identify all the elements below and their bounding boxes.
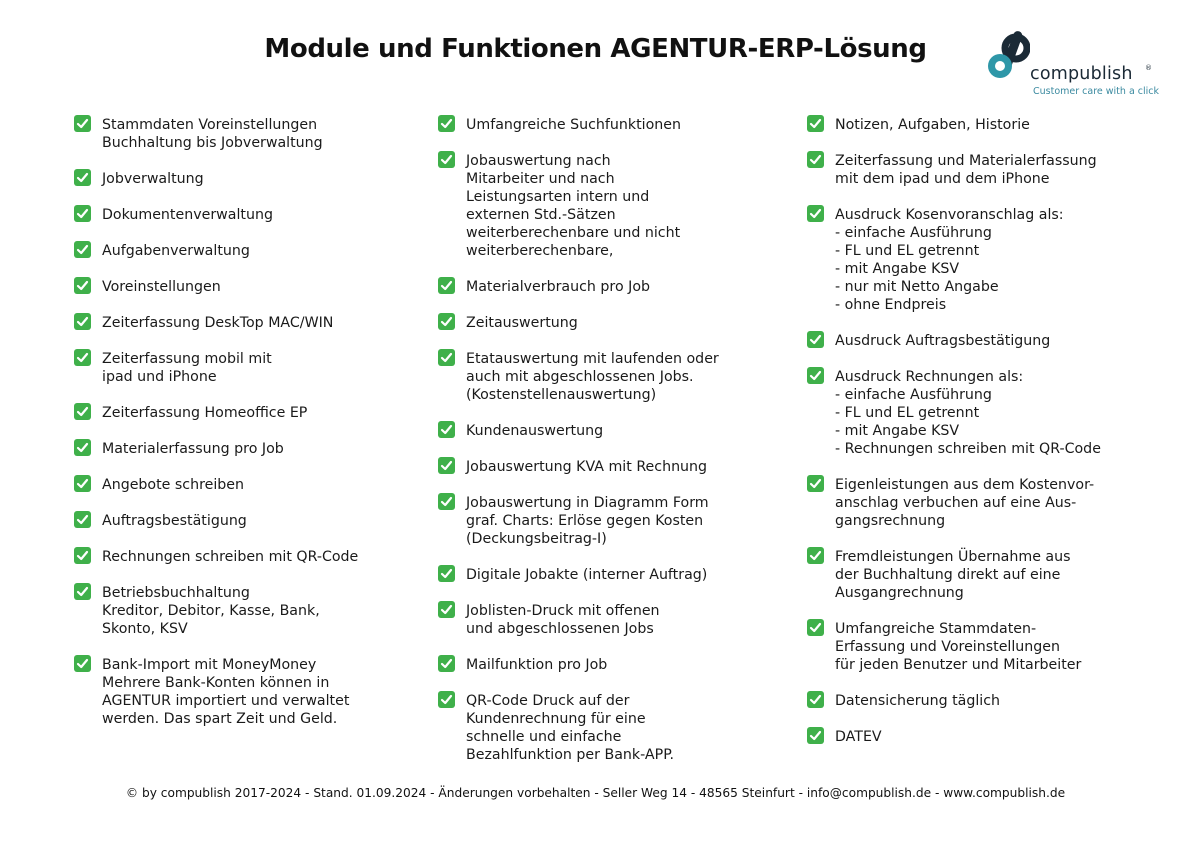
checkmark-icon — [74, 115, 91, 132]
feature-list-item — [438, 350, 768, 404]
feature-label: Zeiterfassung DeskTop MAC/WIN — [102, 315, 334, 331]
feature-list-item — [74, 656, 414, 728]
feature-list-item — [438, 116, 768, 134]
checkmark-icon — [74, 439, 91, 456]
feature-label: Fremdleistungen Übernahme aus der Buchhaltung direkt auf eine Ausgangrechnung — [835, 549, 1071, 601]
feature-list-item — [438, 692, 768, 764]
feature-label: Eigenleistungen aus dem Kostenvor- anschlag verbuchen auf eine Aus- gangsrechnung — [835, 477, 1095, 529]
checkmark-icon — [807, 331, 824, 348]
feature-label: Datensicherung täglich — [835, 693, 1001, 709]
checkmark-icon — [438, 277, 455, 294]
checkmark-icon — [438, 421, 455, 438]
checkmark-icon — [438, 151, 455, 168]
checkmark-icon — [807, 691, 824, 708]
feature-label: Stammdaten Voreinstellungen Buchhaltung bis Jobverwaltung — [102, 117, 323, 151]
feature-list-item — [438, 458, 768, 476]
feature-label: Ausdruck Auftragsbestätigung — [835, 333, 1051, 349]
feature-list-item — [807, 728, 1137, 746]
feature-list-item — [438, 656, 768, 674]
feature-list-item — [807, 692, 1137, 710]
checkmark-icon — [807, 547, 824, 564]
feature-column-3 — [807, 116, 1137, 764]
checkmark-icon — [438, 493, 455, 510]
checkmark-icon — [74, 205, 91, 222]
checkmark-icon — [74, 655, 91, 672]
logo-wordmark: compublish — [1030, 64, 1133, 84]
checkmark-icon — [74, 277, 91, 294]
feature-list-item — [438, 602, 768, 638]
checkmark-icon — [807, 619, 824, 636]
checkmark-icon — [74, 547, 91, 564]
feature-list-item — [438, 494, 768, 548]
feature-list-item — [74, 350, 414, 386]
checkmark-icon — [438, 565, 455, 582]
checkmark-icon — [807, 727, 824, 744]
feature-label: Zeiterfassung mobil mit ipad und iPhone — [102, 351, 272, 385]
checkmark-icon — [438, 457, 455, 474]
feature-list-item — [807, 206, 1137, 314]
feature-label: Auftragsbestätigung — [102, 513, 247, 529]
feature-label: Jobauswertung KVA mit Rechnung — [466, 459, 708, 475]
feature-list-item — [74, 170, 414, 188]
feature-list-item — [438, 566, 768, 584]
feature-label: Zeitauswertung — [466, 315, 578, 331]
feature-list-item — [74, 548, 414, 566]
logo-tagline: Customer care with a click — [1033, 86, 1160, 97]
checkmark-icon — [807, 151, 824, 168]
feature-label: Angebote schreiben — [102, 477, 245, 493]
checkmark-icon — [438, 655, 455, 672]
feature-label: DATEV — [835, 729, 882, 745]
feature-label: Aufgabenverwaltung — [102, 243, 250, 259]
feature-label: Jobverwaltung — [102, 171, 204, 187]
feature-label: Jobauswertung in Diagramm Form graf. Charts: Erlöse gegen Kosten (Deckungsbeitrag-I) — [466, 495, 709, 547]
compublish-logo — [986, 28, 1161, 100]
feature-label: Joblisten-Druck mit offenen und abgeschlossenen Jobs — [466, 603, 660, 637]
checkmark-icon — [807, 475, 824, 492]
checkmark-icon — [74, 511, 91, 528]
feature-label: Jobauswertung nach Mitarbeiter und nach Leistungsarten intern und externen Std.-Sätzen weiterberechenbare und nicht weiterberechenbare, — [466, 153, 681, 259]
feature-list-item — [438, 278, 768, 296]
checkmark-icon — [438, 313, 455, 330]
feature-list-item — [74, 440, 414, 458]
logo-mark-icon — [986, 28, 1030, 90]
feature-list-item — [74, 206, 414, 224]
checkmark-icon — [807, 367, 824, 384]
feature-column-1 — [74, 116, 414, 746]
feature-label: Rechnungen schreiben mit QR-Code — [102, 549, 359, 565]
feature-column-2 — [438, 116, 768, 782]
feature-list-item — [74, 242, 414, 260]
feature-label: Zeiterfassung Homeoffice EP — [102, 405, 308, 421]
feature-label: Digitale Jobakte (interner Auftrag) — [466, 567, 708, 583]
feature-list-item — [74, 314, 414, 332]
footer-text: © by compublish 2017-2024 - Stand. 01.09.2024 - Änderungen vorbehalten - Seller Weg 14 - 48565 Steinfurt - info@compublish.de - www.compublish.de — [125, 786, 1066, 800]
feature-label: Materialerfassung pro Job — [102, 441, 284, 457]
feature-label: Ausdruck Kosenvoranschlag als: - einfache Ausführung - FL und EL getrennt - mit Angabe KSV - nur mit Netto Angabe - ohne Endpreis — [835, 207, 1064, 313]
feature-list-item — [438, 314, 768, 332]
feature-list-item — [438, 152, 768, 260]
feature-label: Dokumentenverwaltung — [102, 207, 273, 223]
feature-label: Etatauswertung mit laufenden oder auch mit abgeschlossenen Jobs. (Kostenstellenauswertung) — [466, 351, 719, 403]
checkmark-icon — [74, 475, 91, 492]
feature-label: Ausdruck Rechnungen als: - einfache Ausführung - FL und EL getrennt - mit Angabe KSV - Rechnungen schreiben mit QR-Code — [835, 369, 1101, 457]
checkmark-icon — [74, 241, 91, 258]
feature-label: Voreinstellungen — [102, 279, 221, 295]
checkmark-icon — [438, 115, 455, 132]
feature-label: QR-Code Druck auf der Kundenrechnung für eine schnelle und einfache Bezahlfunktion per Bank-APP. — [466, 693, 675, 763]
checkmark-icon — [438, 601, 455, 618]
feature-label: Kundenauswertung — [466, 423, 604, 439]
checkmark-icon — [807, 115, 824, 132]
feature-label: Umfangreiche Suchfunktionen — [466, 117, 681, 133]
checkmark-icon — [438, 691, 455, 708]
checkmark-icon — [438, 349, 455, 366]
checkmark-icon — [74, 403, 91, 420]
feature-list-item — [807, 152, 1137, 188]
feature-label: Betriebsbuchhaltung Kreditor, Debitor, Kasse, Bank, Skonto, KSV — [102, 585, 320, 637]
feature-label: Bank-Import mit MoneyMoney Mehrere Bank-Konten können in AGENTUR importiert und verwaltet werden. Das spart Zeit und Geld. — [102, 657, 350, 727]
feature-list-item — [74, 584, 414, 638]
feature-list-item — [74, 404, 414, 422]
feature-list-item — [807, 116, 1137, 134]
logo-registered-mark: ® — [1145, 64, 1152, 72]
feature-list-item — [438, 422, 768, 440]
feature-list-item — [807, 548, 1137, 602]
feature-list-item — [74, 512, 414, 530]
checkmark-icon — [74, 349, 91, 366]
checkmark-icon — [807, 205, 824, 222]
feature-list-item — [74, 116, 414, 152]
feature-list-item — [807, 332, 1137, 350]
checkmark-icon — [74, 583, 91, 600]
feature-list-item — [74, 476, 414, 494]
feature-label: Umfangreiche Stammdaten- Erfassung und Voreinstellungen für jeden Benutzer und Mitarbeiter — [835, 621, 1082, 673]
feature-list-item — [807, 620, 1137, 674]
feature-list-item — [807, 476, 1137, 530]
checkmark-icon — [74, 169, 91, 186]
feature-list-item — [807, 368, 1137, 458]
feature-label: Zeiterfassung und Materialerfassung mit dem ipad und dem iPhone — [835, 153, 1097, 187]
feature-label: Materialverbrauch pro Job — [466, 279, 651, 295]
feature-list-item — [74, 278, 414, 296]
feature-label: Mailfunktion pro Job — [466, 657, 608, 673]
checkmark-icon — [74, 313, 91, 330]
page-title: Module und Funktionen AGENTUR-ERP-Lösung — [264, 34, 927, 64]
feature-label: Notizen, Aufgaben, Historie — [835, 117, 1030, 133]
